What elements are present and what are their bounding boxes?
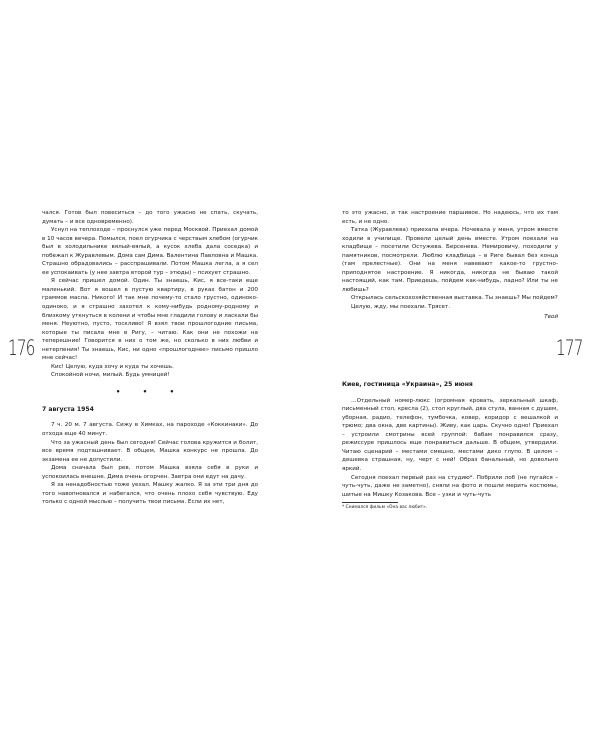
paragraph: Дома сначала был рев, потом Машка взяла себя в руки и успокоилась внешне. Дима очень огорчен. Завтра они едут на дачу. xyxy=(42,465,258,480)
paragraph: Открылась сельскохозяйственная выставка. Ты знаешь? Мы пойдем? xyxy=(351,295,558,302)
page-number-right: 177 xyxy=(556,336,583,360)
paragraph: Что за ужасный день был сегодня! Сейчас голова кружится и болит, все время подташнивает. В общем, Машка конкурс не прошла. До экзамена ее не допустили. xyxy=(42,439,258,463)
left-paragraphs-before xyxy=(42,209,258,380)
date-heading: 7 августа 1954 xyxy=(42,405,94,413)
left-paragraphs-after xyxy=(42,421,258,506)
right-paragraphs-before xyxy=(342,209,558,312)
paragraph: Спокойной ночи, милый. Будь умницей! xyxy=(51,372,170,379)
section-separator: • • • xyxy=(115,387,185,396)
paragraph: то это ужасно, и так настроение паршивое. Но надеюсь, что их там есть, и не одно. xyxy=(342,210,558,225)
paragraph: 7 ч. 20 м. 7 августа. Сижу в Химках, на пароходе «Коккинаки». До отхода еще 40 минут. xyxy=(42,422,258,438)
place-heading: Киев, гостиница «Украина», 25 июня xyxy=(342,381,473,389)
paragraph: Татка (Журавлева) приехала вчера. Ночевала у меня, утром вместе ходили в училище. Провели целый день вместе. Утром поехали на кладбище – посетили Остужева. Берсенева. Немировичу, походили у памятников, посмотрели. Люблю кладбища – в Риге бывал без конца (там прелестные). Они на меня навевают какое-то грустно-приподнятое настроение. Я никогда, никогда не бываю такой настоящий, как там. Приедешь, пойдем как-нибудь, ладно? Или ты не любишь? xyxy=(342,227,558,293)
paragraph: чался. Готов был повеситься – до того ужасно не спать, скучать, думать – и все одновременно). xyxy=(42,210,258,225)
paragraph: Сегодня поехал первый раз на студию*. Побрили лоб (не пугайся – чуть-чуть, даже не заметно), сняли на фото и пошли мерить костюмы, шитые на Мишку Козакова. Все – узки и чуть-чуть xyxy=(342,474,558,498)
paragraph: Я сейчас пришел домой. Один. Ты знаешь, Кис, я все-таки еще маленький. Вот я вошел в пустую квартиру, в руках батон и 200 граммов масла. Никого! И так мне почему-то стало грустно, одиноко-одиноко, и я страшно захотел к кому-нибудь родному-родному и близкому уткнуться в колени и чтобы мне гладили голову и ласкали бы меня. Неуютно, пусто, тоскливо! Я взял твои прошлогодние письма, которые ты писала мне в Ригу, – читаю. Как они не похожи на теперешние! Говорится в них о том же, но сколько в них любви и нетерпения! Ты знаешь, Кис, ни одно «прошлогоднее» письмо пришло мне сейчас! xyxy=(42,278,258,362)
right-paragraphs-after xyxy=(342,397,558,500)
footnote-rule xyxy=(342,502,398,503)
footnote: * Снимался фильм «Она вас любит». xyxy=(342,505,428,511)
section-gap xyxy=(342,321,558,381)
left-text-column xyxy=(42,209,258,507)
paragraph: Кис! Целую, куда хочу и куда ты хочешь. xyxy=(51,363,174,370)
right-text-column xyxy=(342,209,558,511)
right-page xyxy=(300,0,600,750)
paragraph: Я за ненадобностью тоже уехал. Машку жалко. Я за эти три дня до того навопновался и набегался, что очень плохо себя чувствую. Еду только с одной мыслью – получить твои письма. Если их нет, xyxy=(42,482,258,506)
signature: Твой xyxy=(544,313,558,320)
paragraph: Уснул на теплоходе – проснулся уже перед Москвой. Приехал домой в 10 часов вечера. Помылся, поел огурчика с черствым хлебом (огурчик был в холодильнике вялый-вялый, а кусок хлеба дала соседка) и побежал к Журавлевым. Дома сам Дима. Валентина Павловна и Машка. Страшно обрадовались – расспрашивали. Потом Машка легла, а я сел ее успокаивать (у нее завтра второй тур – этюды) – психует страшно. xyxy=(42,227,258,276)
paragraph: Целую, жду, мы поехали. Трясет. xyxy=(351,304,451,311)
page-number-left: 176 xyxy=(8,336,35,360)
paragraph: …Отдельный номер-люкс (огромная кровать, зеркальный шкаф, письменный стол, кресла (2), стол круглый, два стула, ванная с душем, уборная, радио, телефон, тумбочка, ковер, коридор с вешалкой и трюмо; два окна, две картины). Живу, как царь. Скучно одно! Приехал – устроили смотрины всей группой: бабам понравился сразу, режиссуре пришлось еще понравиться дальше. В общем, утвердили. Читаю сценарий – местами смешно, местами дико глупо. В целом – дешевка страшная, ну, черт с ней! Образ банальный, но довольно яркий. xyxy=(342,397,558,473)
